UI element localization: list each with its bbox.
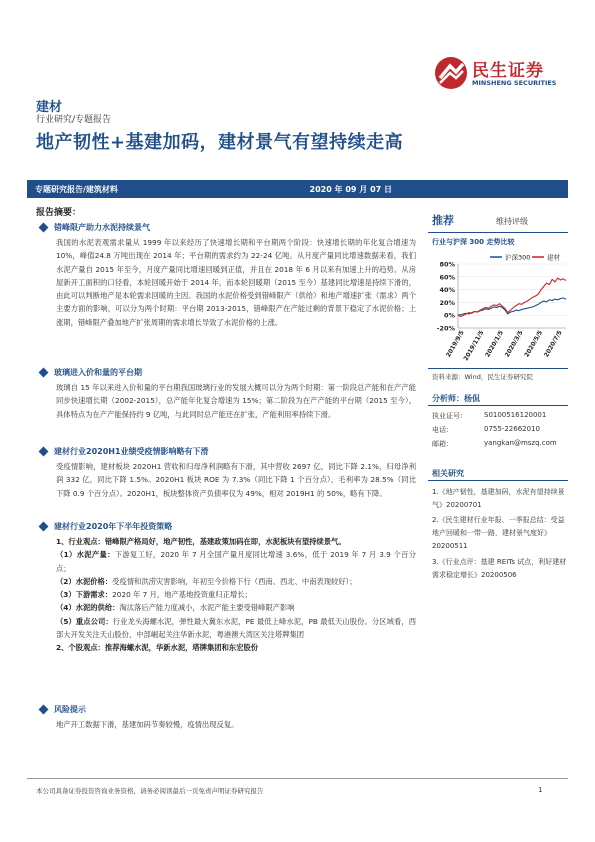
bullet-icon — [39, 447, 49, 457]
x-tick-label: 2019/11/5 — [462, 329, 486, 363]
abstract-heading: 报告摘要： — [36, 208, 82, 218]
y-tick-label: -20% — [436, 324, 455, 333]
chart-title: 行业与沪深 300 走势比较 — [432, 238, 515, 246]
y-tick-label: 80% — [439, 260, 455, 269]
y-tick-label: 60% — [439, 273, 455, 282]
rating-label: 维持评级 — [496, 217, 528, 226]
analyst-phone: 电话： 0755-22662010 — [432, 425, 540, 434]
section-text-glass: 玻璃自 15 年以来进入价和量的平台期我国玻璃行业的发展大概可以分为两个时期：第一阶段总产能和在产产能同步快速增长期（2002-2015），总产能年化复合增速为 15%；第二阶段为在产产能的平台期（2015 至今），具体特点为在产产能保持约 9 亿吨，与此同时总产能还在扩张，产能利用率持续下滑。 — [56, 383, 416, 419]
related-item[interactable]: 3.《行业点评：基建 REITs 试点，利好建材需求稳定增长》20200506 — [432, 558, 567, 579]
related-heading: 相关研究 — [432, 469, 464, 478]
trend-chart — [428, 250, 570, 368]
recommend-label: 推荐 — [432, 214, 454, 227]
risk-text: 地产开工数据下滑，基建加码节奏较慢，疫情出现反复。 — [56, 720, 239, 729]
section-text-cement: 我国的水泥表观需求量从 1999 年以来经历了快速增长期和平台期两个阶段：快速增长期的年化复合增速为10%，峰值24.8 万吨出现在 2014 年；平台期的需求约为 22-24 亿吨。从月度产量同比增速数据来看，我们水泥产量自 2015 年至今，月度产量同比增速回暖到正值，并且在 2018 年 6 月以来有加速上升的趋势。从房屋新开工面积的口径看，本轮回暖开始于 2014 年，而本轮回暖期（2015 至今）基建同比增速是持续下滑的，由此可以判断地产是本轮需求回暖的主因。我国的水泥价格受到错峰限产（供给）和地产增速扩张（需求）两个主要方面的影响，可以分为两个时期：平台期 2013-2015，错峰限产在产能过剩的背景下稳定了水泥价格；上涨期，错峰限产叠加地产扩张周期的需求增长导致了水泥价格的上涨。 — [56, 238, 416, 327]
bullet-icon — [39, 368, 49, 378]
series-line-0 — [458, 298, 566, 315]
footer-divider — [27, 778, 568, 779]
sidebar-divider — [428, 368, 568, 369]
page-title: 地产韧性+基建加码，建材景气有望持续走高 — [36, 132, 404, 153]
section-heading-strategy: 建材行业2020年下半年投资策略 — [40, 521, 172, 532]
sidebar-divider — [428, 232, 568, 233]
page-number: 1 — [538, 786, 543, 794]
brand-logo — [434, 52, 574, 96]
x-tick-label: 2020/1/5 — [484, 329, 505, 359]
section-heading-glass: 玻璃进入价和量的平台期 — [40, 367, 142, 378]
brand-name-en: MINSHENG SECURITIES — [472, 79, 557, 87]
bullet-icon — [39, 522, 49, 532]
chart-source: 资料来源：Wind，民生证券研究院 — [432, 373, 533, 381]
legend-label: 沪深300 — [505, 253, 531, 262]
bullet-icon — [39, 705, 49, 715]
y-tick-label: 20% — [439, 298, 455, 307]
sidebar-divider — [428, 480, 568, 481]
section-heading-cement: 错峰限产助力水泥持续景气 — [40, 222, 150, 233]
report-type: 行业研究/专题报告 — [36, 115, 112, 125]
bullet-icon — [39, 223, 49, 233]
strategy-text: 1、行业观点：错峰限产格局好，地产韧性，基建政策加码在即，水泥板块有望持续景气。 （1）水泥产量：下游复工好，2020 年 7 月全国产量月度同比增速 3.6%，低于 2019 年 7 月 3.9 个百分点； （2）水泥价格：受疫情和洪涝灾害影响，年初至今价格下行（西南、西北、中南表现较好）； （3）下游需求：2020 年 7 月，地产基地投资重归正增长； （4）水泥的供给：淘汰落后产能力度减小，水泥产能主要受错峰限产影响 （5）重点公司：行业龙头海螺水泥，弹性最大冀东水泥，PE 最低上峰水泥，PB 最低天山股份。分区域看，西部大开发关注天山股份，中部崛起关注华新水泥，粤港澳大湾区关注塔牌集团 2、个股观点：推荐海螺水泥，华新水泥，塔牌集团和东宏股份 — [56, 537, 417, 653]
related-item[interactable]: 1.《地产韧性，基建加码，水泥有望持续景气》20200701 — [432, 488, 565, 509]
footer-disclaimer: 本公司具备证券投资咨询业务资格，请务必阅读最后一页免责声明证券研究报告 — [36, 787, 264, 795]
x-tick-label: 2020/7/5 — [542, 329, 564, 359]
y-tick-label: 40% — [439, 286, 455, 295]
related-item[interactable]: 2.《民生建材行业年报、一季报总结：受益地产回暖和一带一路，建材景气度好》20200511 — [432, 516, 565, 550]
x-tick-label: 2019/9/5 — [444, 329, 466, 359]
analyst-heading: 分析师：杨侃 — [432, 394, 480, 403]
legend-label: 建材 — [547, 253, 560, 262]
section-heading-risk: 风险提示 — [40, 704, 86, 715]
x-tick-label: 2020/5/5 — [523, 329, 545, 359]
section-heading-performance: 建材行业2020H1业绩受疫情影响略有下滑 — [40, 446, 209, 457]
banner-category: 专题研究报告/建筑材料 — [35, 185, 118, 194]
report-date: 2020 年 09 月 07 日 — [309, 185, 392, 194]
y-tick-label: 0% — [443, 311, 455, 320]
series-line-1 — [458, 278, 566, 316]
analyst-email[interactable]: 邮箱： yangkan@mszq.com — [432, 439, 557, 448]
sector-label: 建材 — [36, 100, 63, 115]
section-text-performance: 受疫情影响，建材板块 2020H1 营收和归母净利润略有下滑，其中营收 2697 亿，同比下降 2.1%，归母净利润 332 亿，同比下降 1.5%。2020H1 板块 ROE 为 7.3%（同比下降 1 个百分点），毛利率为 28.5%（同比下降 0.9 个百分点）。2020H1，板块整体资产负债率仅为 49%，相对 2019H1 的 50%，略有下降。 — [56, 462, 416, 498]
report-banner — [27, 180, 568, 198]
analyst-cert: 执业证号： S0100516120001 — [432, 411, 547, 420]
sidebar-divider — [428, 405, 568, 406]
brand-name-cn: 民生证券 — [472, 61, 544, 81]
logo-mark-icon — [434, 56, 468, 90]
x-tick-label: 2020/3/5 — [503, 329, 525, 359]
